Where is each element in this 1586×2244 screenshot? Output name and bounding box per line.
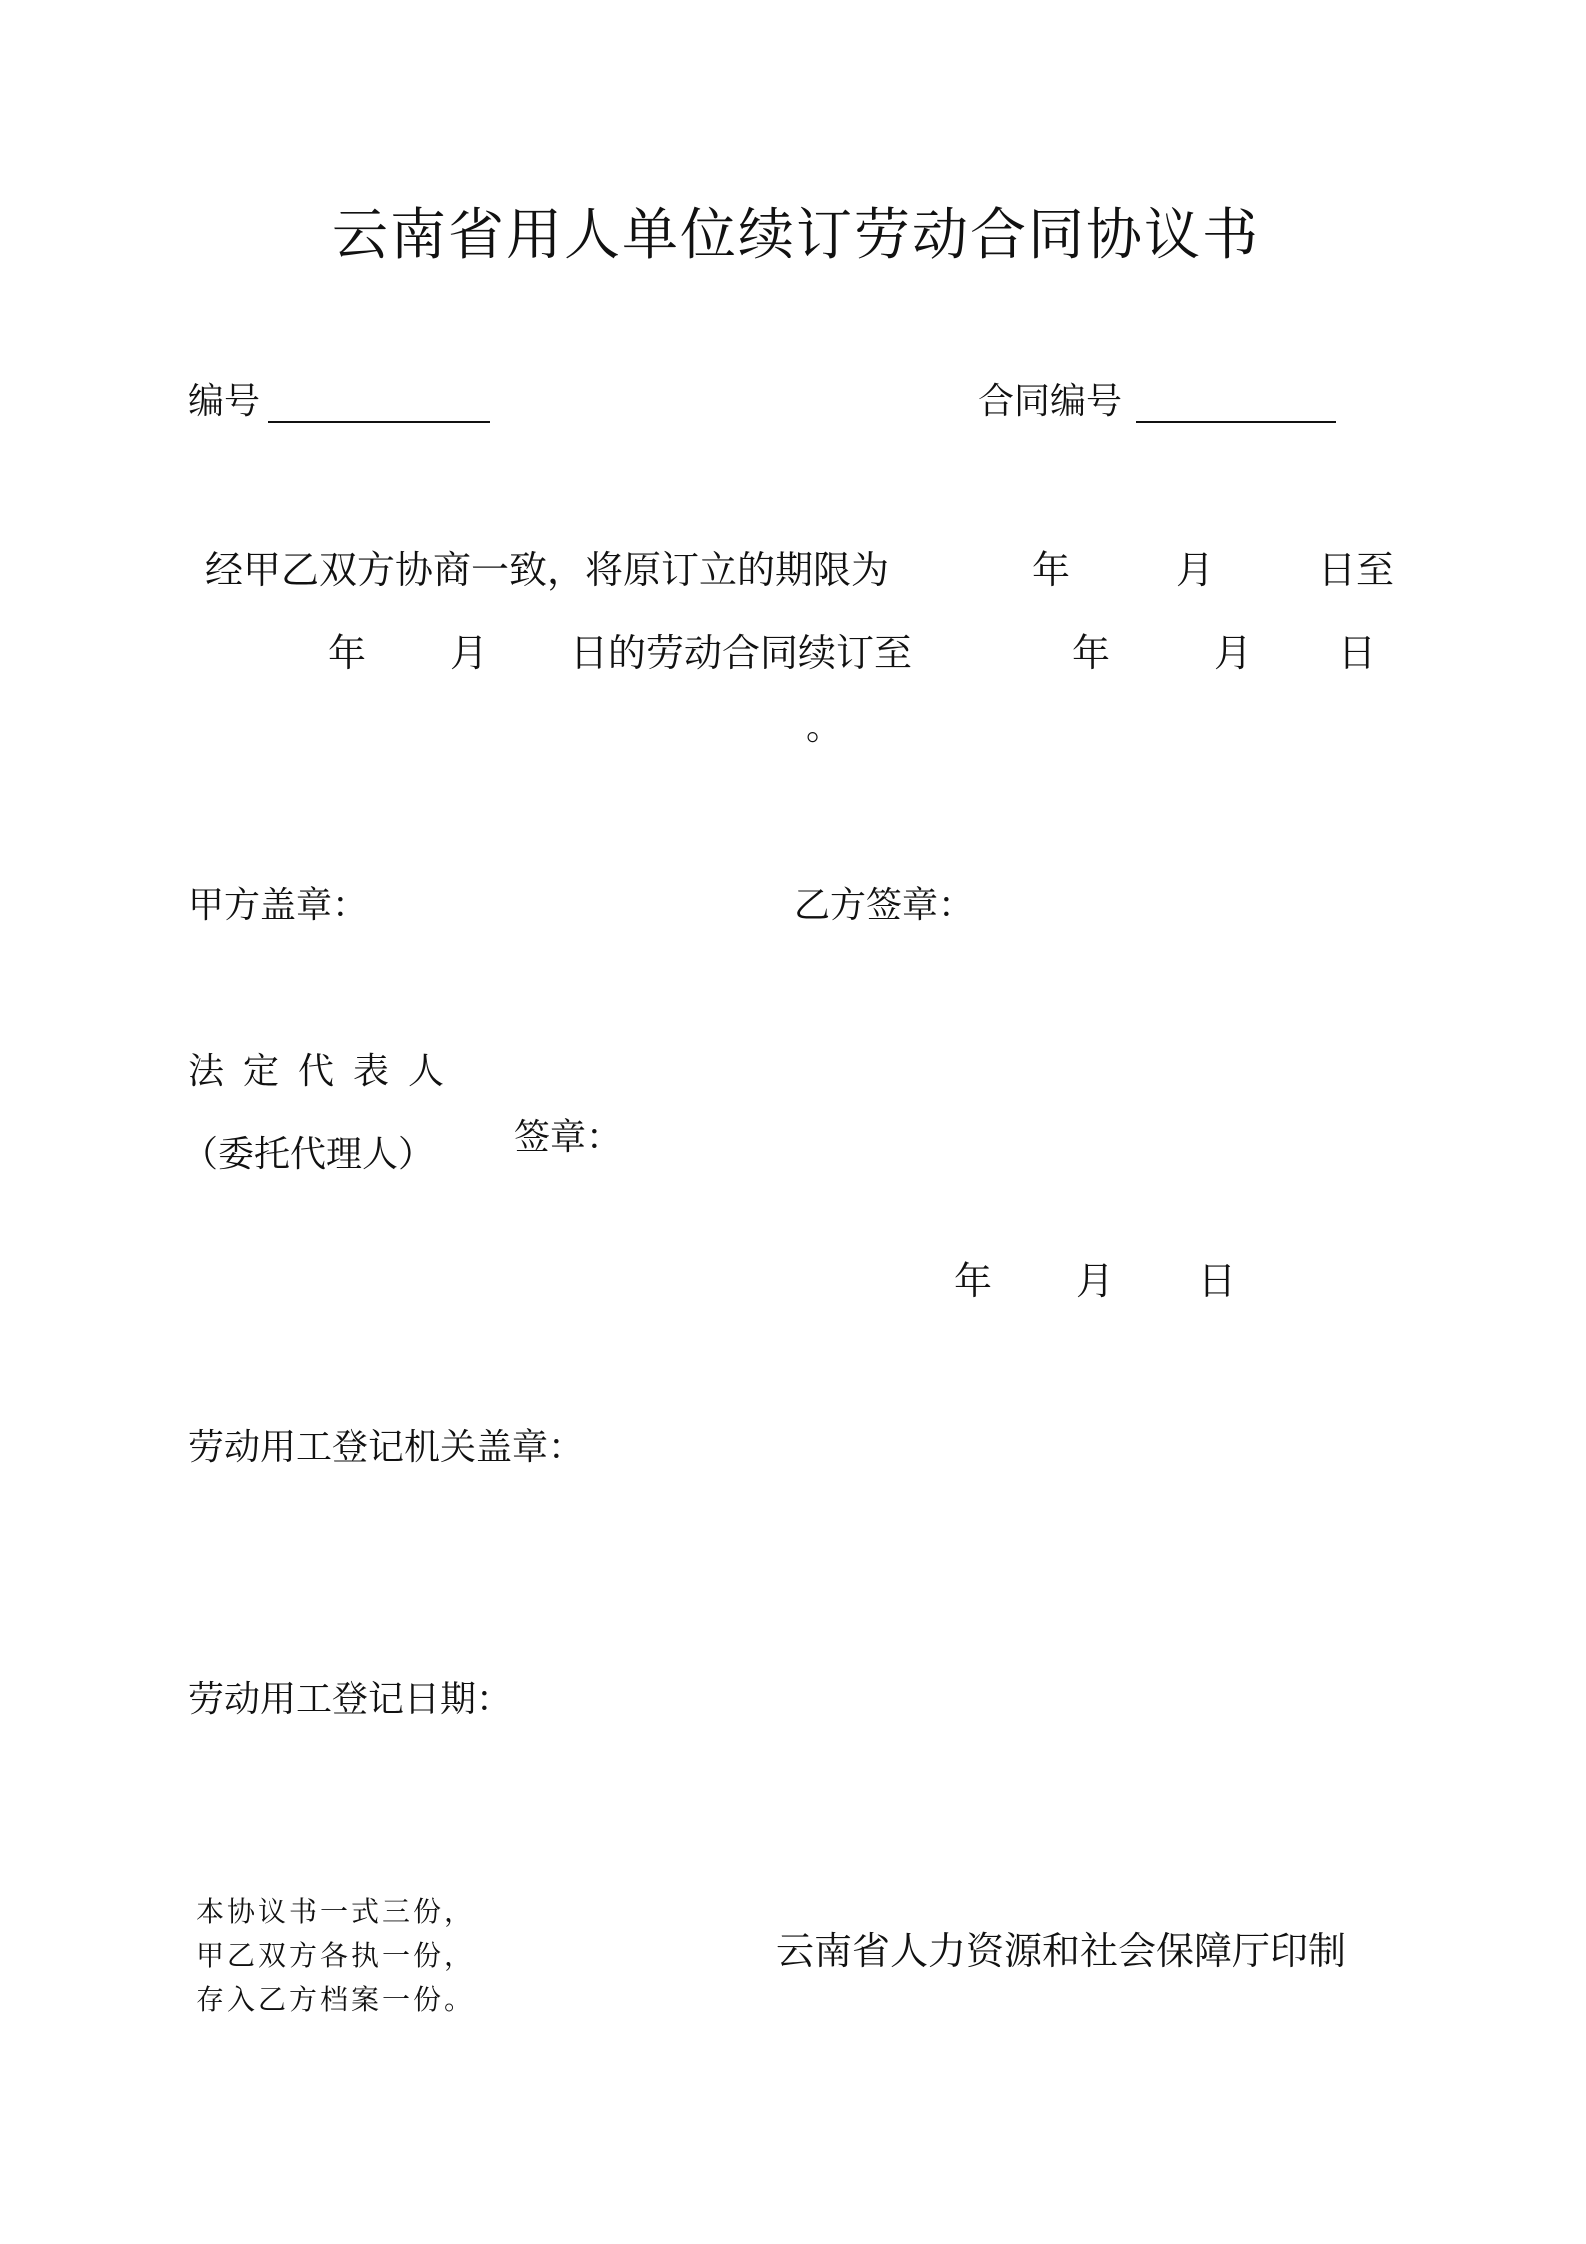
original-start-month: 月 [1176, 548, 1215, 592]
copies-note-line-1: 本协议书一式三份， [196, 1895, 476, 1928]
contract-number-label: 合同编号 [978, 381, 1123, 422]
entrusted-agent-label: （委托代理人） [182, 1134, 435, 1175]
party-a-seal-label: 甲方盖章： [188, 885, 369, 926]
sign-seal-label: 签章： [514, 1117, 623, 1158]
registration-authority-seal-label: 劳动用工登记机关盖章： [188, 1427, 585, 1468]
party-b-sign-label: 乙方签章： [794, 885, 975, 926]
original-start-day-to: 日至 [1318, 548, 1395, 592]
original-end-month: 月 [450, 631, 489, 675]
original-start-year: 年 [1032, 548, 1071, 592]
number-label: 编号 [188, 381, 261, 422]
legal-representative-label: 法定代表人 [188, 1051, 464, 1092]
renewal-month: 月 [1214, 631, 1253, 675]
registration-date-label: 劳动用工登记日期： [188, 1679, 513, 1720]
contract-number-field[interactable] [1136, 421, 1336, 423]
renewal-year: 年 [1072, 631, 1111, 675]
original-end-year: 年 [328, 631, 367, 675]
agreement-line-2: 日的劳动合同续订至 [570, 631, 913, 675]
number-field[interactable] [268, 421, 490, 423]
sign-date-month: 月 [1076, 1259, 1115, 1303]
copies-note-line-3: 存入乙方档案一份。 [196, 1983, 476, 2016]
sign-date-year: 年 [954, 1259, 993, 1303]
publisher-label: 云南省人力资源和社会保障厅印制 [776, 1929, 1347, 1973]
copies-note-line-2: 甲乙双方各执一份， [196, 1939, 476, 1972]
sign-date-day: 日 [1198, 1259, 1237, 1303]
agreement-line-1: 经甲乙双方协商一致，将原订立的期限为 [205, 548, 890, 592]
page-title: 云南省用人单位续订劳动合同协议书 [332, 203, 1260, 268]
agreement-period: 。 [806, 707, 843, 748]
renewal-day: 日 [1338, 631, 1377, 675]
